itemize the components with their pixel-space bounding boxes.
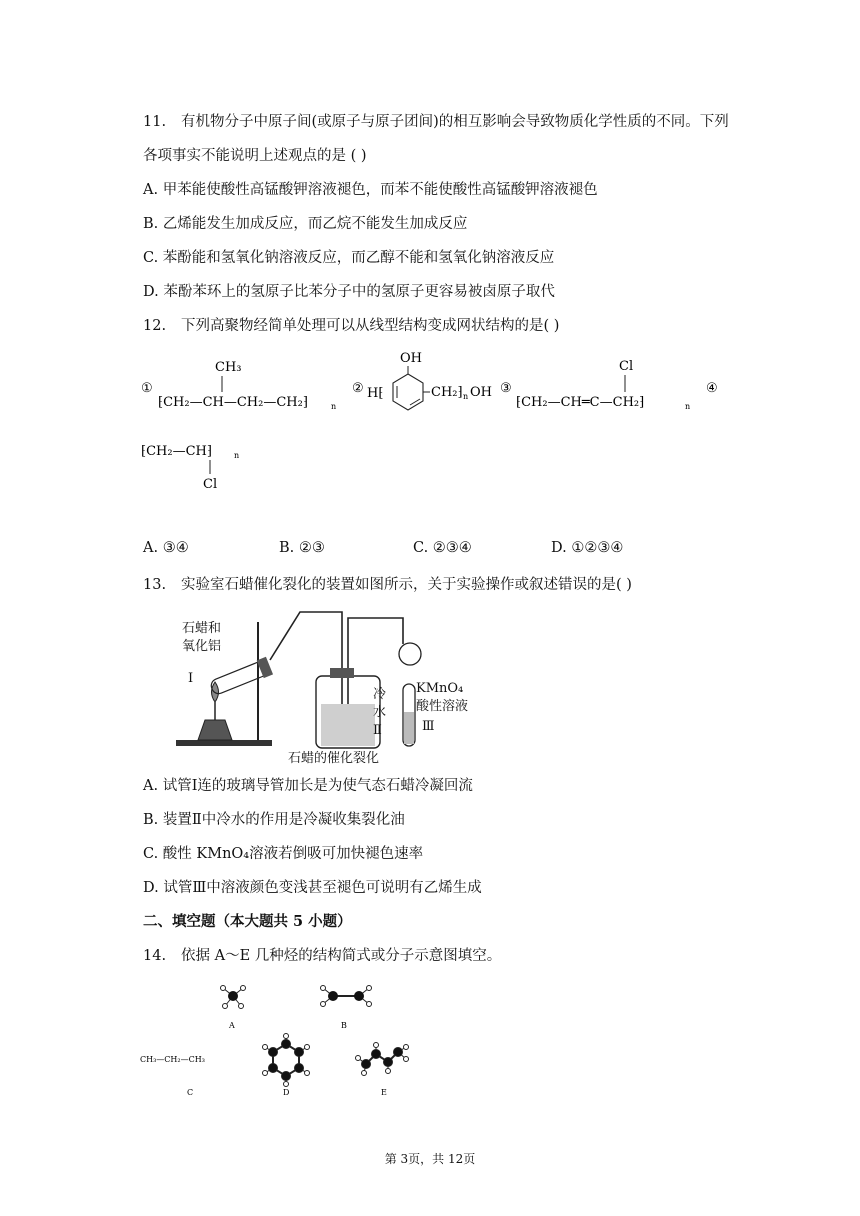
q12-polymer-formulas xyxy=(0,340,860,520)
formula1-chain: ⁅CH₂—CH—CH₂—CH₂⁆ xyxy=(158,395,308,410)
formula1-n: n xyxy=(331,402,337,411)
formula4-chain: ⁅CH₂—CH⁆ xyxy=(141,444,212,459)
model-e xyxy=(356,1043,409,1076)
label-e: E xyxy=(381,1088,387,1097)
marker-2: ② xyxy=(352,381,364,396)
label-a: A xyxy=(229,1021,235,1030)
q13-option-d: D. 试管Ⅲ中溶液颜色变浅甚至褪色可说明有乙烯生成 xyxy=(143,880,482,896)
label-reagent-2: 氧化铝 xyxy=(182,639,222,654)
formula2-ch2: CH₂⁆ xyxy=(431,385,463,400)
label-tube-1: Ⅰ xyxy=(188,671,194,686)
q12-option-c: C. ②③④ xyxy=(413,540,472,556)
label-d: D xyxy=(283,1088,290,1097)
marker-4: ④ xyxy=(706,381,718,396)
q11-stem-line1 xyxy=(143,112,729,132)
marker-3: ③ xyxy=(500,381,512,396)
hydrocarbon-models xyxy=(140,975,440,1100)
section-heading: 二、填空题（本大题共 5 小题） xyxy=(143,913,352,930)
q11-stem-line2: 各项事实不能说明上述观点的是 ( ) xyxy=(143,148,367,164)
q12-stem-text: 下列高聚物经简单处理可以从线型结构变成网状结构的是( ) xyxy=(181,318,560,334)
q14-stem xyxy=(143,946,501,966)
q13-stem-text: 实验室石蜡催化裂化的装置如图所示，关于实验操作或叙述错误的是( ) xyxy=(181,577,632,593)
q11-stem-text: 有机物分子中原子间(或原子与原子团间)的相互影响会导致物质化学性质的不同。下列 xyxy=(181,114,729,130)
q14-number: 14. xyxy=(143,948,167,964)
formula4-n: n xyxy=(234,451,240,460)
q13-option-a: A. 试管Ⅰ连的玻璃导管加长是为使气态石蜡冷凝回流 xyxy=(143,778,473,794)
label-tube-3: Ⅲ xyxy=(422,719,435,734)
label-reagent-1: 石蜡和 xyxy=(182,621,222,636)
q13-stem xyxy=(143,575,632,595)
q13-option-b: B. 装置Ⅱ中冷水的作用是冷凝收集裂化油 xyxy=(143,812,405,828)
q14-stem-text: 依据 A～E 几种烃的结构简式或分子示意图填空。 xyxy=(181,948,502,964)
formula2-end-oh: OH xyxy=(470,385,492,400)
q11-option-b: B. 乙烯能发生加成反应，而乙烷不能发生加成反应 xyxy=(143,216,468,232)
q12-option-b: B. ②③ xyxy=(279,540,325,556)
label-cold-2: 水 xyxy=(373,705,387,720)
q11-option-a: A. 甲苯能使酸性高锰酸钾溶液褪色，而苯不能使酸性高锰酸钾溶液褪色 xyxy=(143,182,598,198)
formula3-cl: Cl xyxy=(619,359,634,374)
q11-option-d: D. 苯酚苯环上的氢原子比苯分子中的氢原子更容易被卤原子取代 xyxy=(143,284,555,300)
marker-1: ① xyxy=(141,381,153,396)
q11-option-c: C. 苯酚能和氢氧化钠溶液反应，而乙醇不能和氢氧化钠溶液反应 xyxy=(143,250,555,266)
figure-caption: 石蜡的催化裂化 xyxy=(288,751,380,766)
formula3-chain: ⁅CH₂—CH═C—CH₂⁆ xyxy=(516,395,645,410)
formula3-n: n xyxy=(685,402,691,411)
label-acid: 酸性溶液 xyxy=(416,699,469,714)
label-kmno4: KMnO₄ xyxy=(416,681,464,696)
label-c: C xyxy=(187,1088,194,1097)
q12-stem xyxy=(143,316,559,336)
formula4-cl: Cl xyxy=(203,477,218,492)
model-d xyxy=(263,1034,310,1087)
page-footer: 第 3页，共 12页 xyxy=(384,1152,476,1166)
formula2-oh: OH xyxy=(400,351,422,366)
q12-number: 12. xyxy=(143,318,167,334)
q12-option-d: D. ①②③④ xyxy=(551,540,624,556)
q13-option-c: C. 酸性 KMnO₄溶液若倒吸可加快褪色速率 xyxy=(143,846,424,862)
formula2-h: H⁅ xyxy=(367,386,384,401)
apparatus-figure xyxy=(170,600,490,770)
model-a xyxy=(221,986,246,1031)
formula1-ch3: CH₃ xyxy=(215,360,242,375)
q12-option-a: A. ③④ xyxy=(143,540,189,556)
q13-number: 13. xyxy=(143,577,167,593)
label-b: B xyxy=(341,1021,347,1030)
model-b xyxy=(321,986,372,1031)
formula-c: CH₃—CH₂—CH₃ xyxy=(140,1055,205,1064)
formula2-n: n xyxy=(463,392,469,401)
label-tube-2: Ⅱ xyxy=(373,723,382,738)
q11-number: 11. xyxy=(143,114,167,130)
label-cold-1: 冷 xyxy=(373,687,387,702)
